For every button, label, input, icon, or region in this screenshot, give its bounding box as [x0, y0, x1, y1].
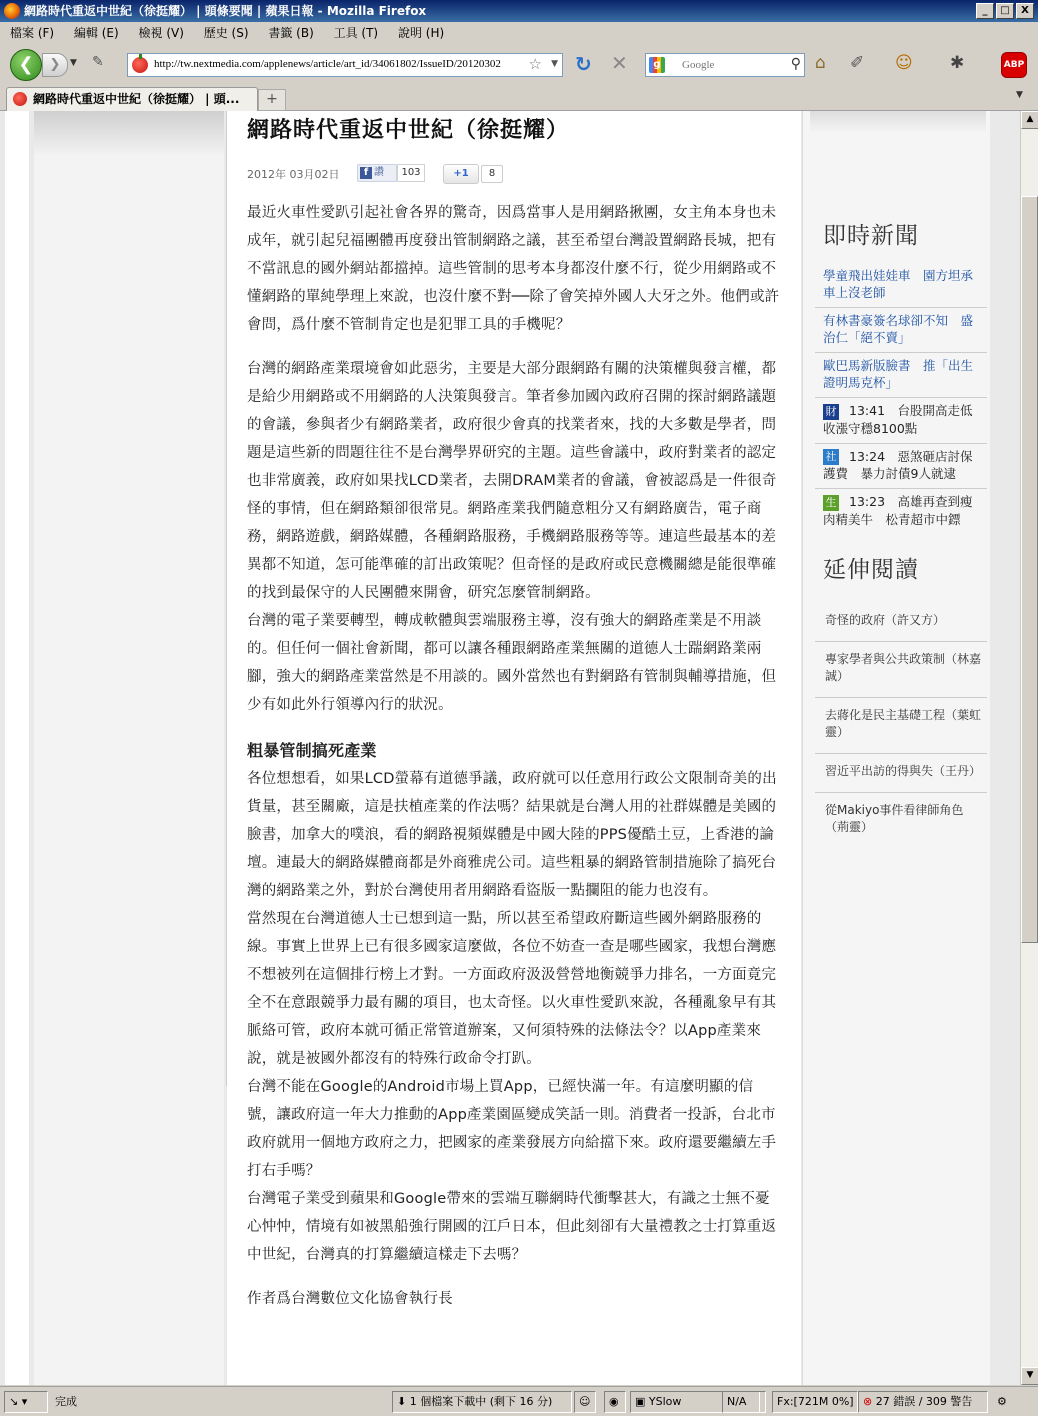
- menu-edit[interactable]: 編輯 (E): [73, 26, 119, 40]
- facebook-like-button[interactable]: [357, 164, 397, 182]
- news-time: 13:41: [849, 403, 886, 418]
- menu-tools[interactable]: 工具 (T): [333, 26, 379, 40]
- reading-link[interactable]: 奇怪的政府（許又方）: [815, 603, 987, 642]
- sidebar-top-shade: [810, 111, 986, 133]
- download-status-text: 1 個檔案下載中 (剩下 16 分): [409, 1395, 553, 1408]
- home-icon[interactable]: ⌂: [815, 53, 826, 73]
- article-paragraph: 台灣的電子業要轉型，轉成軟體與雲端服務主導，沒有強大的網路產業是不用談的。但任何一個社會新聞，都可以讓各種跟網路產業無關的道德人士踹網路業兩腳，強大的網路產業當然是不用談的。國外當然也有對網路有管制與輔導措施，但少有如此外行領導內行的狀況。: [247, 613, 777, 713]
- tab-bar: [0, 84, 1038, 111]
- article-date: 2012年 03月02日: [247, 168, 340, 181]
- status-tool-icon[interactable]: ↘ ▾: [4, 1391, 48, 1413]
- facebook-like-label: 讚: [374, 167, 384, 178]
- menu-help[interactable]: 說明 (H): [397, 26, 445, 40]
- minimize-button[interactable]: _: [976, 3, 994, 19]
- news-time: 13:23: [849, 494, 886, 509]
- left-margin: [5, 111, 29, 1385]
- search-input[interactable]: [680, 56, 784, 74]
- news-link[interactable]: [815, 308, 987, 353]
- article-paragraph: 台灣不能在Google的Android市場上買App，已經快滿一年。有這麼明顯的信號，讓政府這一年大力推動的App產業園區變成笑話一則。消費者一投訴，台北市政府就用一個地方政府之力，把國家的產業發展方向給擋下來。政府還要繼續左手打右手嗎？: [247, 1079, 777, 1179]
- window-title: 網路時代重返中世紀（徐挺耀） | 頭條要聞 | 蘋果日報 - Mozilla Firefox: [24, 4, 427, 18]
- article-paragraph: 各位想想看，如果LCD螢幕有道德爭議，政府就可以任意用行政公文限制奇美的出貨量，甚至關廠，這是扶植產業的作法嗎？結果就是台灣人用的社群媒體是美國的臉書，加拿大的噗浪，看的網路視頻媒體是中國大陸的PPS優酷土豆，上香港的論壇。連最大的網路媒體商都是外商雅虎公司。這些粗暴的網路管制措施除了搞死台灣的網路業之外，對於台灣使用者用網路看盜版一點攔阻的能力也沒有。: [247, 771, 777, 899]
- news-time: 13:24: [849, 448, 886, 464]
- news-link[interactable]: [815, 444, 987, 490]
- article-body: [247, 199, 781, 1313]
- menu-history[interactable]: 歷史 (S): [203, 26, 249, 40]
- menu-view[interactable]: 檢視 (V): [138, 26, 184, 40]
- scrollbar-thumb[interactable]: [1021, 196, 1038, 943]
- news-link-text[interactable]: 有林書豪簽名球卻不知 盛治仁「絕不賣」: [823, 313, 974, 345]
- news-link[interactable]: [815, 398, 987, 444]
- eyedropper-icon[interactable]: ✐: [850, 53, 865, 73]
- google-engine-icon[interactable]: g: [649, 57, 665, 73]
- bookmark-star-icon[interactable]: ☆: [528, 55, 542, 73]
- status-text: 完成: [55, 1395, 77, 1408]
- page-viewport: [0, 111, 1020, 1385]
- article-paragraph: 台灣的網路產業環境會如此惡劣，主要是大部分跟網路有關的決策權與發言權，都是給少用網路或不用網路的人決策與發言。筆者參加國內政府召開的探討網路議題的會議，參與者少有網路業者，政府很少會真的找業者來，找的大多數是學者，問題是這些新的問題往往不是台灣學界研究的主題。這些會議中，政府對業者的認定也非常廣義，政府如果找LCD業者，去開DRAM業者的會議，會被認爲是一件很奇怪的事情，但在網路類卻很常見。網路產業我們隨意粗分又有網路廣告，電子商務，網路遊戲，網路媒體，各種網路服務，手機網路服務等等。連這些最基本的差異都不知道，怎可能準確的訂出政策呢？但奇怪的是政府或民意機關總是能很準確的找到最保守的人民團體來開會，研究怎麼管制網路。: [247, 361, 777, 601]
- download-status[interactable]: ⬇ 1 個檔案下載中 (剩下 16 分): [392, 1391, 572, 1413]
- greasemonkey-status-icon[interactable]: ☺: [574, 1391, 596, 1413]
- menu-bar: [0, 22, 1038, 44]
- history-dropdown-icon[interactable]: ▼: [70, 58, 77, 68]
- site-favicon-icon: [132, 57, 148, 73]
- tab-label: 網路時代重返中世紀（徐挺耀） | 頭...: [33, 92, 240, 106]
- forward-button[interactable]: ❯: [42, 53, 68, 77]
- new-tab-button[interactable]: +: [258, 89, 286, 111]
- facebook-like-count: 103: [397, 164, 425, 182]
- news-link-text[interactable]: 學童飛出娃娃車 園方坦承車上沒老師: [823, 268, 974, 300]
- news-link[interactable]: [815, 489, 987, 534]
- right-margin: [990, 111, 1020, 1385]
- article-paragraph: 最近火車性愛趴引起社會各界的驚奇，因爲當事人是用網路揪團，女主角本身也未成年，就引起兒福團體再度發出管制網路之議，甚至希望台灣設置網路長城，把有不當訊息的國外網站都擋掉。這些管制的思考本身都沒什麼不行，從少用網路或不懂網路的單純學理上來說，也沒什麼不對──除了會笑掉外國人大牙之外。他們或許會問，爲什麼不管制肯定也是犯罪工具的手機呢？: [247, 205, 780, 333]
- adblock-plus-icon[interactable]: ABP: [1001, 52, 1027, 78]
- reading-link[interactable]: 專家學者與公共政策制（林嘉誠）: [815, 642, 987, 698]
- instant-news-list: [815, 263, 987, 534]
- tab-favicon-icon: [13, 92, 27, 106]
- news-link-text[interactable]: 歐巴馬新版臉書 推「出生證明馬克杯」: [823, 358, 974, 390]
- news-link-text[interactable]: 高雄再查到瘦肉精美牛 松青超市中鏢: [823, 494, 973, 527]
- news-category-badge: 財: [823, 404, 839, 420]
- tab-article[interactable]: [6, 87, 258, 111]
- na-indicator: N/A: [722, 1391, 766, 1413]
- further-reading-heading: 延伸閱讀: [823, 557, 919, 583]
- article-paragraph: 台灣電子業受到蘋果和Google帶來的雲端互聯網時代衝擊甚大，有識之士無不憂心忡忡，情境有如被黑船強行開國的江戶日本，但此刻卻有大量禮教之士打算重返中世紀，台灣真的打算繼續這樣走下去嗎？: [247, 1191, 777, 1263]
- maximize-button[interactable]: □: [996, 3, 1014, 19]
- article-border: [226, 111, 227, 1086]
- reading-link[interactable]: 從Makiyo事件看律師角色（荊靈）: [825, 803, 964, 834]
- menu-bookmarks[interactable]: 書籤 (B): [268, 26, 314, 40]
- instant-news-heading: 即時新聞: [823, 223, 919, 249]
- yslow-panel[interactable]: ▣ YSlow: [630, 1391, 760, 1413]
- firefox-icon: [4, 3, 20, 19]
- error-console[interactable]: [858, 1391, 988, 1413]
- memory-usage: Fx:[721M 0%]: [772, 1391, 858, 1413]
- search-bar[interactable]: [645, 53, 805, 77]
- scroll-down-arrow-icon[interactable]: ▼: [1021, 1367, 1038, 1385]
- google-plus-button[interactable]: +1: [443, 164, 479, 184]
- left-column: [34, 111, 224, 1385]
- greasemonkey-icon[interactable]: ☺: [895, 53, 913, 73]
- left-column-shade: [34, 111, 224, 156]
- news-category-badge: 生: [823, 495, 839, 511]
- url-text[interactable]: http://tw.nextmedia.com/applenews/article/art_id/34061802/IssueID/20120302: [154, 58, 501, 70]
- news-link[interactable]: [815, 263, 987, 308]
- news-link-text[interactable]: 惡煞砸店討保護費 暴力討債9人就逮: [823, 448, 973, 481]
- url-bar[interactable]: [127, 53, 563, 77]
- firefox-status-icon[interactable]: ◉: [604, 1391, 626, 1413]
- status-bar: [0, 1386, 1038, 1416]
- vertical-scrollbar[interactable]: [1020, 111, 1038, 1385]
- tab-list-dropdown-icon[interactable]: ▼: [1016, 90, 1023, 100]
- article-paragraph: 當然現在台灣道德人士已想到這一點，所以甚至希望政府斷這些國外網路服務的線。事實上世界上已有很多國家這麼做，各位不妨查一查是哪些國家，我想台灣應不想被列在這個排行榜上才對。一方面政府汲汲營營地衡競爭力排名，一方面竟完全不在意跟競爭力最有關的項目，也太奇怪。以火車性愛趴來說，各種亂象早有其脈絡可管，政府本就可循正常管道辦案，又何須特殊的法條法令？以App產業來說，就是被國外都沒有的特殊行政命令打趴。: [247, 911, 777, 1067]
- reload-icon[interactable]: ↻: [575, 52, 592, 76]
- url-dropdown-icon[interactable]: ▼: [551, 59, 558, 69]
- news-link-text[interactable]: 台股開高走低 收漲守穩8100點: [823, 403, 986, 436]
- firebug-icon[interactable]: ✱: [950, 53, 965, 73]
- article-subheading: 粗暴管制搞死產業: [247, 741, 377, 760]
- stop-icon[interactable]: ✕: [611, 51, 628, 75]
- status-extra-icon[interactable]: ⚙: [997, 1395, 1007, 1408]
- navigation-toolbar: [0, 44, 1038, 84]
- yslow-label: YSlow: [648, 1395, 682, 1408]
- reading-link[interactable]: 去蔣化是民主基礎工程（葉虹靈）: [815, 698, 987, 754]
- window-controls: [976, 3, 1034, 19]
- reading-link[interactable]: 習近平出訪的得與失（王丹）: [815, 754, 987, 793]
- menu-file[interactable]: 檔案 (F): [10, 26, 55, 40]
- back-button[interactable]: ❮: [10, 49, 42, 81]
- window-title-bar[interactable]: [0, 0, 1038, 22]
- news-link[interactable]: [815, 353, 987, 398]
- error-icon: ⊗: [863, 1395, 873, 1408]
- article-author: 作者爲台灣數位文化協會執行長: [247, 1291, 453, 1307]
- google-plus-count: 8: [481, 165, 503, 183]
- facebook-icon: f: [360, 167, 372, 179]
- close-button[interactable]: X: [1016, 3, 1034, 19]
- search-icon[interactable]: ⚲: [790, 56, 801, 72]
- error-count: 27 錯誤 / 309 警告: [875, 1395, 973, 1408]
- news-category-badge: 社: [823, 449, 839, 465]
- wrench-icon[interactable]: ✎: [92, 54, 104, 70]
- scroll-up-arrow-icon[interactable]: ▲: [1021, 111, 1038, 129]
- article-title: 網路時代重返中世紀（徐挺耀）: [247, 117, 570, 143]
- further-reading-list: [815, 603, 987, 848]
